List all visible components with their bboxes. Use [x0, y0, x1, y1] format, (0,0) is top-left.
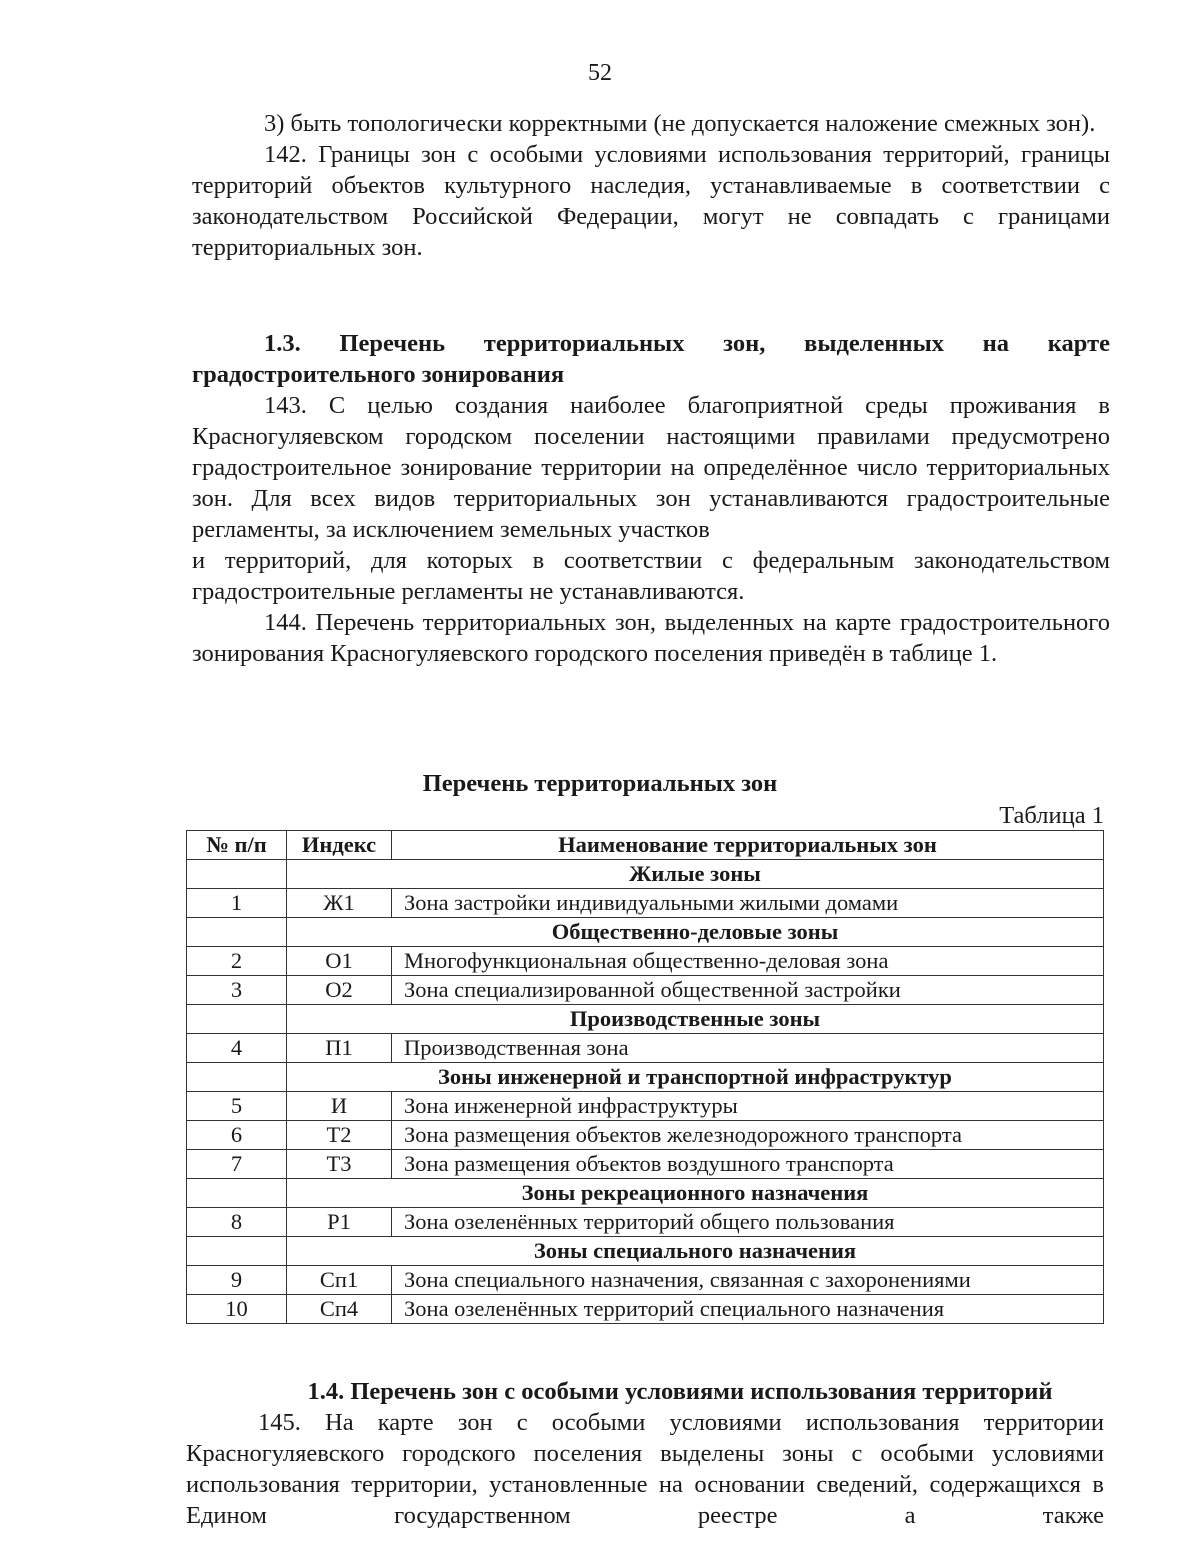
- paragraph-144: 144. Перечень территориальных зон, выделенных на карте градостроительного зонирования Красногуляевского городского поселения приведён в таблице 1.: [192, 609, 1110, 667]
- table-row: [187, 889, 1104, 918]
- row-number: 10: [187, 1295, 287, 1324]
- row-name: Зона размещения объектов воздушного транспорта: [392, 1150, 1104, 1179]
- paragraph-142: 142. Границы зон с особыми условиями использования территорий, границы территорий объектов культурного наследия, устанавливаемые в соответствии с законодательством Российской Федерации, могут не совпадать с границами территориальных зон.: [192, 141, 1110, 261]
- row-name: Зона озеленённых территорий общего пользования: [392, 1208, 1104, 1237]
- zones-table: [186, 830, 1104, 1324]
- row-name: Зона инженерной инфраструктуры: [392, 1092, 1104, 1121]
- section-1-4-heading: 1.4. Перечень зон с особыми условиями использования территорий: [307, 1378, 1053, 1405]
- paragraph-145: 145. На карте зон с особыми условиями использования территории Красногуляевского городского поселения выделены зоны с особыми условиями использования территории, установленные на основании сведений, содержащихся в Едином государственном реестре а также: [186, 1409, 1104, 1529]
- row-number: 8: [187, 1208, 287, 1237]
- row-index: Т2: [287, 1121, 392, 1150]
- header-name: Наименование территориальных зон: [392, 831, 1104, 860]
- header-index: Индекс: [287, 831, 392, 860]
- row-name: Зона застройки индивидуальными жилыми домами: [392, 889, 1104, 918]
- table-group-row: [187, 1005, 1104, 1034]
- paragraph-item-3: 3) быть топологически корректными (не допускается наложение смежных зон).: [264, 110, 1096, 137]
- row-number: 9: [187, 1266, 287, 1295]
- table-row: [187, 1121, 1104, 1150]
- row-index: Ж1: [287, 889, 392, 918]
- row-name: Зона специализированной общественной застройки: [392, 976, 1104, 1005]
- row-number: 4: [187, 1034, 287, 1063]
- row-number: 2: [187, 947, 287, 976]
- group-label: Общественно-деловые зоны: [287, 918, 1104, 947]
- table-row: [187, 1034, 1104, 1063]
- row-number: 1: [187, 889, 287, 918]
- row-number: 6: [187, 1121, 287, 1150]
- paragraph-143-continued: и территорий, для которых в соответствии с федеральным законодательством градостроительные регламенты не устанавливаются.: [192, 547, 1110, 605]
- row-index: Сп1: [287, 1266, 392, 1295]
- row-index: Сп4: [287, 1295, 392, 1324]
- section-1-3: [192, 328, 1110, 669]
- table-row: [187, 947, 1104, 976]
- table-group-row: [187, 1179, 1104, 1208]
- row-index: Т3: [287, 1150, 392, 1179]
- group-label: Зоны инженерной и транспортной инфраструктур: [287, 1063, 1104, 1092]
- header-number: № п/п: [187, 831, 287, 860]
- row-index: О2: [287, 976, 392, 1005]
- table-row: [187, 1208, 1104, 1237]
- section-1-4: [186, 1376, 1104, 1531]
- row-name: Зона озеленённых территорий специального назначения: [392, 1295, 1104, 1324]
- row-number: 5: [187, 1092, 287, 1121]
- page-number: 52: [588, 60, 612, 86]
- row-name: Производственная зона: [392, 1034, 1104, 1063]
- table-row: [187, 1266, 1104, 1295]
- row-name: Зона специального назначения, связанная с захоронениями: [392, 1266, 1104, 1295]
- row-number: 3: [187, 976, 287, 1005]
- table-row: [187, 1092, 1104, 1121]
- group-label: Зоны рекреационного назначения: [287, 1179, 1104, 1208]
- row-index: И: [287, 1092, 392, 1121]
- table-group-row: [187, 1063, 1104, 1092]
- row-name: Многофункциональная общественно-деловая зона: [392, 947, 1104, 976]
- group-label: Производственные зоны: [287, 1005, 1104, 1034]
- table-row: [187, 1295, 1104, 1324]
- table-group-row: [187, 860, 1104, 889]
- row-number: 7: [187, 1150, 287, 1179]
- table-row: [187, 976, 1104, 1005]
- table-group-row: [187, 1237, 1104, 1266]
- table-row: [187, 1150, 1104, 1179]
- row-name: Зона размещения объектов железнодорожного транспорта: [392, 1121, 1104, 1150]
- row-index: О1: [287, 947, 392, 976]
- group-label: Жилые зоны: [287, 860, 1104, 889]
- table-title: Перечень территориальных зон: [422, 770, 778, 797]
- section-1-3-heading: 1.3. Перечень территориальных зон, выделенных на карте градостроительного зонирования: [192, 330, 1110, 388]
- row-index: П1: [287, 1034, 392, 1063]
- top-text: [192, 108, 1110, 263]
- row-index: Р1: [287, 1208, 392, 1237]
- table-header-row: [187, 831, 1104, 860]
- group-label: Зоны специального назначения: [287, 1237, 1104, 1266]
- table-label: Таблица 1: [999, 802, 1104, 829]
- table-group-row: [187, 918, 1104, 947]
- paragraph-143: 143. С целью создания наиболее благоприятной среды проживания в Красногуляевском городском поселении настоящими правилами предусмотрено градостроительное зонирование территории на определённое число территориальных зон. Для всех видов территориальных зон устанавливаются градостроительные регламенты, за исключением земельных участков: [192, 392, 1110, 543]
